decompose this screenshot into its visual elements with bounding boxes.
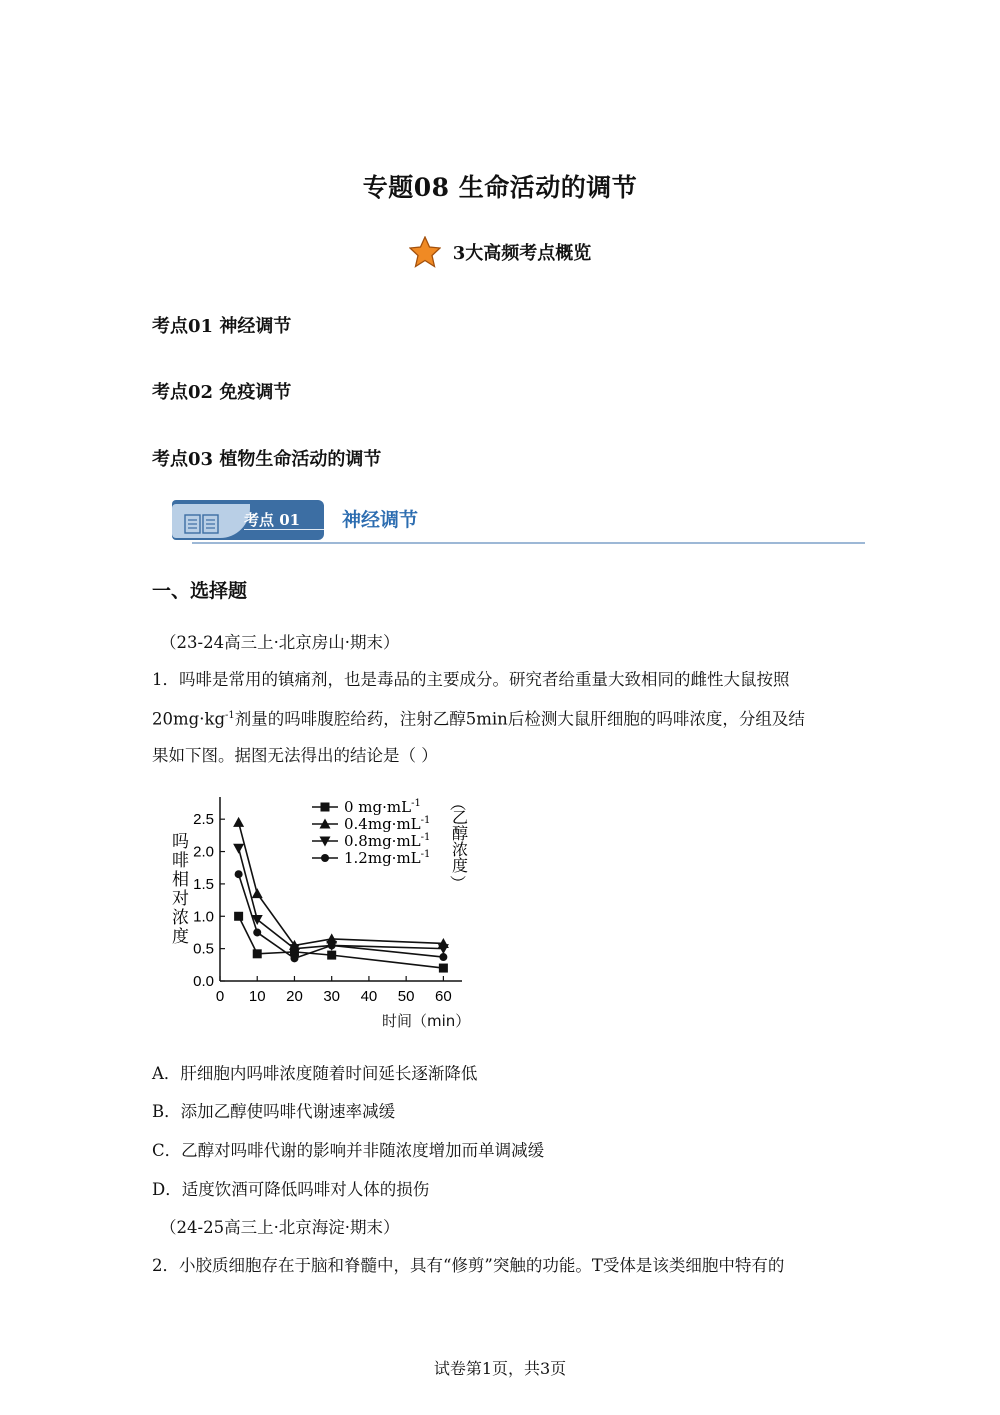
series-4-point: [439, 953, 447, 961]
y-tick-label: 0.0: [193, 973, 214, 990]
x-tick-label: 30: [323, 988, 341, 1005]
banner-label: 考点 01: [244, 511, 301, 529]
legend-title-char: ）: [448, 875, 467, 892]
chart-ylabel: [172, 832, 189, 947]
y-tick-label: 1.5: [193, 875, 214, 893]
chart-legend: [312, 798, 430, 867]
dose-value: 20mg·kg: [152, 709, 226, 729]
legend-label-1: 0 $mg\cdot mL^{-1}$: [344, 798, 421, 816]
legend-marker: [321, 854, 329, 862]
question-1-source: （23-24高三上·北京房山·期末）: [160, 633, 400, 652]
option-c: C．乙醇对吗啡代谢的影响并非随浓度增加而单调减缓: [152, 1141, 545, 1160]
y-tick-label: 1.0: [193, 908, 214, 926]
dose-exponent: -1: [225, 710, 235, 721]
x-tick-label: 40: [360, 988, 378, 1005]
y-tick-label: 2.5: [193, 811, 214, 829]
question-1-stem: [152, 662, 852, 774]
series-4-point: [253, 928, 261, 936]
legend-title: [448, 795, 468, 891]
series-1-point: [327, 951, 336, 960]
question-2-line-1: 2．小胶质细胞存在于脑和脊髓中，具有“修剪”突触的功能。T受体是该类细胞中特有的: [152, 1256, 785, 1275]
x-tick-label: 50: [397, 988, 415, 1005]
page-title: 专题08 生命活动的调节: [362, 173, 638, 202]
option-b: B．添加乙醇使吗啡代谢速率减缓: [152, 1102, 396, 1121]
series-1-point: [234, 912, 243, 921]
x-tick-label: 10: [248, 988, 266, 1005]
question-2-source: （24-25高三上·北京海淀·期末）: [160, 1218, 400, 1237]
star-icon: [409, 236, 441, 268]
chart-ylabel-char: 对: [172, 889, 189, 909]
question-1-line-3: 果如下图。据图无法得出的结论是（ ）: [152, 745, 438, 765]
y-tick-label: 2.0: [193, 843, 214, 861]
legend-title-char: 醇: [452, 824, 469, 843]
question-1-line-2-rest: 剂量的吗啡腹腔给药，注射乙醇5min后检测大鼠肝细胞的吗啡浓度，分组及结: [234, 709, 805, 729]
legend-title-char: 浓: [452, 840, 469, 859]
page-footer: 试卷第1页，共3页: [433, 1359, 567, 1378]
chart-ylabel-char: 度: [172, 927, 189, 947]
series-4-point: [235, 870, 243, 878]
section-title: 一、选择题: [152, 580, 248, 602]
x-tick-label: 20: [286, 988, 303, 1005]
chart-ylabel-char: 相: [172, 870, 189, 890]
chart-ylabel-char: 浓: [172, 908, 189, 928]
series-2-point: [233, 817, 244, 827]
morphine-chart: [160, 785, 490, 1035]
legend-title-char: 度: [452, 856, 469, 875]
banner-label-underline: [244, 529, 324, 530]
point-item-3: 考点03 植物生命活动的调节: [152, 449, 382, 470]
book-icon: [184, 513, 220, 535]
option-a: A．肝细胞内吗啡浓度随着时间延长逐渐降低: [152, 1064, 478, 1083]
banner-topic: 神经调节: [342, 509, 419, 531]
banner-divider: [192, 542, 865, 544]
overview-title: 3大高频考点概览: [452, 243, 592, 264]
series-1-point: [253, 949, 262, 958]
series-3-point: [233, 844, 244, 854]
series-2-point: [252, 888, 263, 898]
question-1-line-1: 1．吗啡是常用的镇痛剂，也是毒品的主要成分。研究者给重量大致相同的雌性大鼠按照: [152, 670, 790, 689]
legend-marker: [321, 803, 330, 812]
legend-label-2: $0.4mg\cdot mL^{-1}$: [344, 815, 431, 833]
legend-title-char: （: [448, 795, 467, 812]
series-1-point: [439, 964, 448, 973]
legend-title-char: 乙: [452, 808, 469, 827]
overview-row: [0, 236, 1000, 268]
section-banner: [172, 500, 872, 546]
option-d: D．适度饮酒可降低吗啡对人体的损伤: [152, 1180, 430, 1199]
legend-label-4: $1.2mg\cdot mL^{-1}$: [344, 849, 431, 867]
question-1-line-2: [152, 698, 852, 738]
legend-label-3: $0.8mg\cdot mL^{-1}$: [344, 832, 431, 850]
y-tick-label: 0.5: [193, 940, 214, 958]
series-line-4: [239, 874, 444, 958]
x-tick-label: 0: [215, 988, 225, 1005]
point-item-1: 考点01 神经调节: [152, 316, 292, 337]
series-4-point: [290, 954, 298, 962]
chart-ylabel-char: 吗: [172, 832, 189, 852]
point-item-2: 考点02 免疫调节: [152, 382, 292, 403]
chart-ylabel-char: 啡: [172, 851, 189, 871]
series-4-point: [328, 941, 336, 949]
x-tick-label: 60: [435, 988, 452, 1005]
chart-xlabel: 时间（min）: [382, 1012, 471, 1030]
